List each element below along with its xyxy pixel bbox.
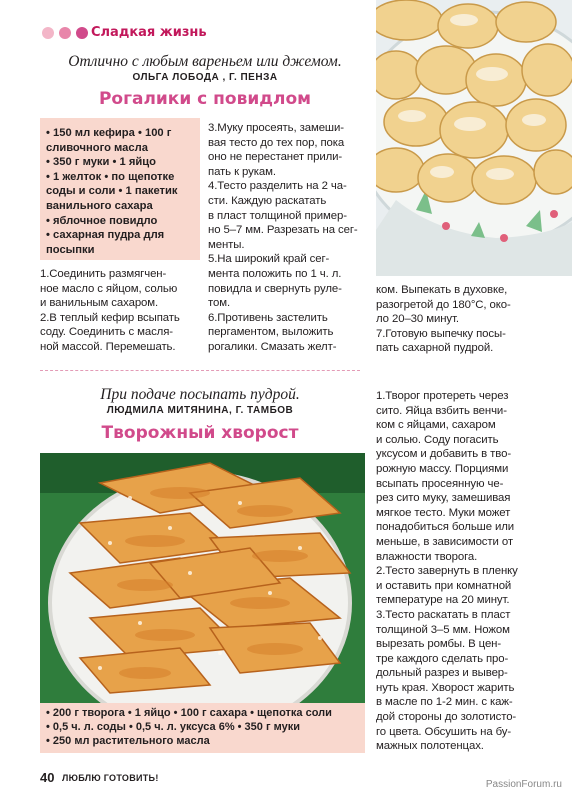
recipe1-title: Рогалики с повидлом — [98, 89, 312, 109]
recipe1-steps-col2 — [208, 121, 373, 355]
ingredient-line: посыпки — [46, 243, 95, 256]
step-line: мента положить по 1 ч. л. — [208, 267, 342, 280]
ingredient-line: • 1 желток • по щепотке — [46, 170, 175, 183]
step-line: рез сито муку, замешивая — [376, 492, 511, 505]
step-line: нуть края. Хворост жарить — [376, 681, 515, 694]
step-line: го цвета. Обсушить на бу- — [376, 725, 512, 738]
step-line: пергаментом, выложить — [208, 326, 334, 339]
step-line: 1.Соединить размягчен- — [40, 268, 167, 280]
ingredient-line: • 200 г творога • 1 яйцо • 100 г сахара • щепотка соли — [46, 707, 332, 719]
ingredient-line: сливочного масла — [46, 141, 148, 154]
recipe1-quote: Отлично с любым вареньем или джемом. — [68, 53, 342, 70]
ingredient-line: • 150 мл кефира • 100 г — [46, 127, 172, 139]
section-dots — [42, 27, 88, 39]
watermark: PassionForum.ru — [485, 779, 562, 790]
step-line: и ванильным сахаром. — [40, 297, 159, 310]
recipe1-author: ОЛЬГА ЛОБОДА , Г. ПЕНЗА — [132, 72, 278, 83]
step-line: 3.Муку просеять, замеши- — [208, 122, 344, 134]
step-line: сито. Яйца взбить венчи- — [376, 404, 507, 417]
step-line: понадобиться больше или — [376, 521, 515, 534]
step-line: и солью. Соду погасить — [376, 433, 499, 446]
ingredient-line: • 250 мл растительного масла — [46, 734, 210, 747]
dot-3 — [76, 27, 88, 39]
step-line: 5.На широкий край сег- — [208, 253, 330, 266]
ingredient-line: • сахарная пудра для — [46, 229, 165, 242]
step-line: меньше, в зависимости от — [376, 535, 513, 548]
magazine-name: ЛЮБЛЮ ГОТОВИТЬ! — [62, 773, 159, 783]
recipe2-quote: При подаче посыпать пудрой. — [100, 386, 300, 403]
step-line: 7.Готовую выпечку посы- — [376, 327, 506, 340]
step-line: 4.Тесто разделить на 2 ча- — [208, 180, 347, 193]
ingredient-line: ванильного сахара — [46, 199, 153, 212]
step-line: в пласт толщиной пример- — [208, 209, 347, 222]
step-line: соду. Соединить с масля- — [40, 326, 173, 339]
step-line: 2.В теплый кефир всыпать — [40, 311, 180, 324]
ingredient-line: • яблочное повидло — [46, 214, 158, 227]
step-line: рогалики. Смазать желт- — [208, 340, 337, 353]
step-line: толщиной 3–5 мм. Ножом — [376, 623, 510, 636]
step-line: мягкое тесто. Муки может — [376, 506, 511, 519]
page-number: 40 — [40, 770, 55, 785]
ingredient-line: • 0,5 ч. л. соды • 0,5 ч. л. уксуса 6% • 350 г муки — [46, 720, 300, 733]
step-line: разогретой до 180°С, око- — [376, 298, 511, 311]
step-line: рожную массу. Порциями — [376, 462, 509, 475]
ingredient-line: соды и соли • 1 пакетик — [46, 185, 178, 198]
step-line: ло 20–30 минут. — [376, 313, 459, 326]
khvorost-photo-svg — [40, 453, 365, 703]
step-line: том. — [208, 297, 231, 310]
step-line: 3.Тесто раскатать в пласт — [376, 608, 511, 621]
step-line: всыпать просеянную че- — [376, 477, 504, 490]
step-line: тре каждого сделать про- — [376, 652, 509, 665]
step-line: менты. — [208, 238, 245, 251]
step-line: уксусом и добавить в тво- — [376, 448, 512, 461]
step-line: 1.Творог протереть через — [376, 390, 509, 402]
rogaliki-photo-svg — [376, 0, 572, 276]
step-line: и оставить при комнатной — [376, 579, 512, 592]
rogaliki-photo — [376, 0, 572, 276]
step-line: пать сахарной пудрой. — [376, 342, 494, 355]
step-line: 6.Противень застелить — [208, 311, 328, 324]
step-line: температуре на 20 минут. — [376, 594, 510, 607]
step-line: вырезать ромбы. В цен- — [376, 638, 502, 651]
step-line: но 5–7 мм. Разрезать на сег- — [208, 224, 358, 237]
ingredient-line: • 350 г муки • 1 яйцо — [46, 156, 156, 169]
step-line: мажных полотенцах. — [376, 740, 484, 753]
dot-1 — [42, 27, 54, 39]
step-line: ком с яйцами, сахаром — [376, 419, 496, 432]
step-line: ное масло с яйцом, солью — [40, 282, 178, 295]
step-line: ной массой. Перемешать. — [40, 340, 176, 353]
step-line: влажности творога. — [376, 550, 478, 563]
recipe2-title: Творожный хворост — [101, 423, 299, 443]
section-title: Сладкая жизнь — [91, 25, 207, 40]
dot-2 — [59, 27, 71, 39]
recipe2-author: ЛЮДМИЛА МИТЯНИНА, Г. ТАМБОВ — [106, 405, 294, 416]
step-line: оно не перестанет прили- — [208, 151, 343, 164]
khvorost-photo — [40, 453, 365, 703]
step-line: ком. Выпекать в духовке, — [376, 284, 508, 296]
step-line: дой стороны до золотисто- — [376, 711, 517, 724]
divider — [40, 370, 360, 371]
step-line: дольный разрез и вывер- — [376, 667, 508, 680]
step-line: 2.Тесто завернуть в пленку — [376, 565, 518, 578]
step-line: пать к рукам. — [208, 165, 276, 178]
recipe1-steps-col1 — [40, 267, 205, 355]
recipe2-steps — [376, 389, 556, 754]
recipe2-ingredients — [40, 703, 365, 753]
step-line: в масле по 1-2 мин. с каж- — [376, 696, 513, 709]
recipe1-ingredients — [40, 118, 200, 260]
step-line: вая тесто до тех пор, пока — [208, 136, 345, 149]
step-line: повидла и свернуть руле- — [208, 282, 342, 295]
step-line: сти. Каждую раскатать — [208, 194, 327, 207]
recipe1-steps-col3 — [376, 283, 556, 356]
